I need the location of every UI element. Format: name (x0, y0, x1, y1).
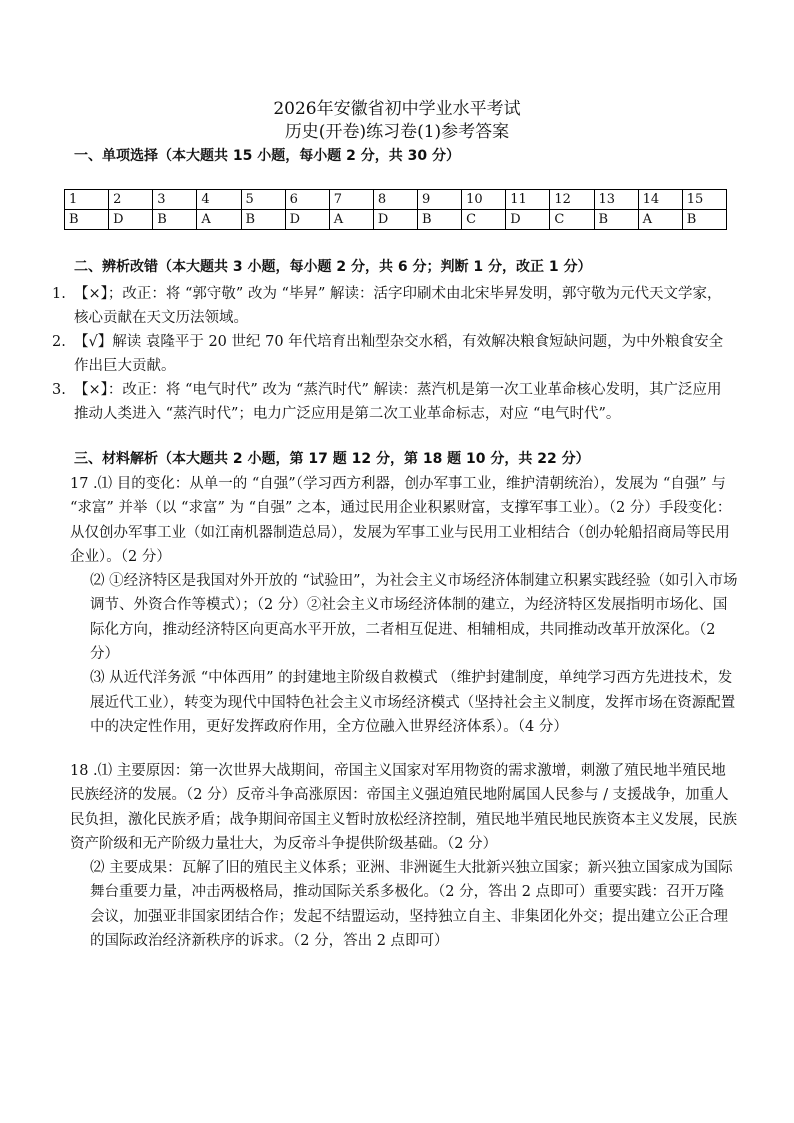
item-number: 3. (52, 382, 66, 398)
q17-part-1: 17 .⑴ 目的变化：从单一的 “自强”（学习西方利器，创办军事工业，维护清朝统治），发展为 “自强” 与 “求富” 并举（以 “求富” 为 “自强” 之本，通过民用企业积累财富，支撑军事工业）。（2 分）手段变化：从仅创办军事工业（如江南机器制造总局），发展为军事工业与民用工业相结合（创办轮船招商局等民用企业）。（2 分） (70, 476, 732, 565)
item-text: 【√】解读 袁隆平于 20 世纪 70 年代培育出籼型杂交水稻，有效解决粮食短缺问题，为中外粮食安全作出巨大贡献。 (74, 334, 724, 374)
question-number-cell: 5 (241, 190, 285, 210)
question-number-row (65, 190, 727, 210)
q18-part-2: ⑵ 主要成果：瓦解了旧的殖民主义体系；亚洲、非洲诞生大批新兴独立国家；新兴独立国家成为国际舞台重要力量，冲击两极格局，推动国际关系多极化。（2 分，答出 2 点即可）重要实践：召开万隆会议，加强亚非国家团结合作；发起不结盟运动，坚持独立自主、非集团化外交；提出建立公正合理的国际政治经济新秩序的诉求。（2 分，答出 2 点即可） (90, 860, 733, 950)
question-number-cell: 11 (506, 190, 550, 210)
q17-part-3: ⑶ 从近代洋务派 “中体西用” 的封建地主阶级自救模式 （维护封建制度，单纯学习西方先进技术，发展近代工业），转变为现代中国特色社会主义市场经济模式（坚持社会主义制度，发挥市场在资源配置中的决定性作用，更好发挥政府作用，全方位融入世界经济体系）。（4 分） (90, 670, 736, 735)
item-text: 【×】；改正：将 “郭守敬” 改为 “毕昇” 解读：活字印刷术由北宋毕昇发明，郭守敬为元代天文学家，核心贡献在天文历法领域。 (74, 286, 722, 326)
question-number-cell: 6 (285, 190, 329, 210)
answer-letter-cell: B (65, 210, 109, 230)
question-number-cell: 12 (550, 190, 594, 210)
answer-letter-cell: B (418, 210, 462, 230)
answer-letter-cell: A (197, 210, 241, 230)
item-number: 2. (52, 334, 66, 350)
answer-letter-cell: A (638, 210, 682, 230)
question-number-cell: 3 (153, 190, 197, 210)
q18-part-1: 18 .⑴ 主要原因：第一次世界大战期间，帝国主义国家对军用物资的需求激增，刺激了殖民地半殖民地民族经济的发展。（2 分）反帝斗争高涨原因：帝国主义强迫殖民地附属国人民参与 / 支援战争，加重人民负担，激化民族矛盾；战争期间帝国主义暂时放松经济控制，殖民地半殖民地民族资本主义发展，民族资产阶级和无产阶级力量壮大，为反帝斗争提供阶级基础。（2 分） (70, 763, 737, 852)
section1-heading: 一、单项选择（本大题共 15 小题，每小题 2 分，共 30 分） (74, 148, 460, 164)
answer-letter-cell: D (373, 210, 417, 230)
answer-letter-cell: D (506, 210, 550, 230)
question-number-cell: 2 (109, 190, 153, 210)
question-number-cell: 4 (197, 190, 241, 210)
answer-letter-cell: D (285, 210, 329, 230)
correction-item-3 (52, 378, 732, 426)
question-number-cell: 8 (373, 190, 417, 210)
item-text: 【×】：改正：将 “电气时代” 改为 “蒸汽时代” 解读：蒸汽机是第一次工业革命核心发明，其广泛应用推动人类进入 “蒸汽时代”；电力广泛应用是第二次工业革命标志，对应 “电气时代”。 (74, 382, 722, 422)
answer-letter-cell: B (241, 210, 285, 230)
answer-table (64, 189, 727, 230)
question-number-cell: 7 (329, 190, 373, 210)
section2-heading: 二、辨析改错（本大题共 3 小题，每小题 2 分，共 6 分；判断 1 分，改正 1 分） (74, 259, 592, 275)
answer-letter-cell: C (550, 210, 594, 230)
answer-letter-cell: B (153, 210, 197, 230)
question-number-cell: 14 (638, 190, 682, 210)
correction-item-1 (52, 282, 732, 330)
question-number-cell: 13 (594, 190, 638, 210)
question-number-cell: 10 (462, 190, 506, 210)
answer-letter-cell: B (682, 210, 726, 230)
q17-part-2: ⑵ ①经济特区是我国对外开放的 “试验田”，为社会主义市场经济体制建立积累实践经验（如引入市场调节、外资合作等模式）；（2 分）②社会主义市场经济体制的建立，为经济特区发展指明市场化、国际化方向，推动经济特区向更高水平开放，二者相互促进、相辅相成，共同推动改革开放深化。（2 分） (90, 573, 738, 663)
question-number-cell: 1 (65, 190, 109, 210)
answer-letter-cell: A (329, 210, 373, 230)
answer-letter-row (65, 210, 727, 230)
answer-letter-cell: B (594, 210, 638, 230)
answer-letter-cell: D (109, 210, 153, 230)
exam-subtitle: 历史(开卷)练习卷(1)参考答案 (284, 122, 510, 142)
question-number-cell: 15 (682, 190, 726, 210)
exam-title: 2026年安徽省初中学业水平考试 (273, 99, 521, 119)
question-17-answer (70, 472, 738, 739)
question-18-answer (70, 759, 738, 953)
answer-letter-cell: C (462, 210, 506, 230)
question-number-cell: 9 (418, 190, 462, 210)
correction-item-2 (52, 330, 732, 378)
item-number: 1. (52, 286, 66, 302)
section3-heading: 三、材料解析（本大题共 2 小题，第 17 题 12 分，第 18 题 10 分，共 22 分） (74, 451, 590, 467)
